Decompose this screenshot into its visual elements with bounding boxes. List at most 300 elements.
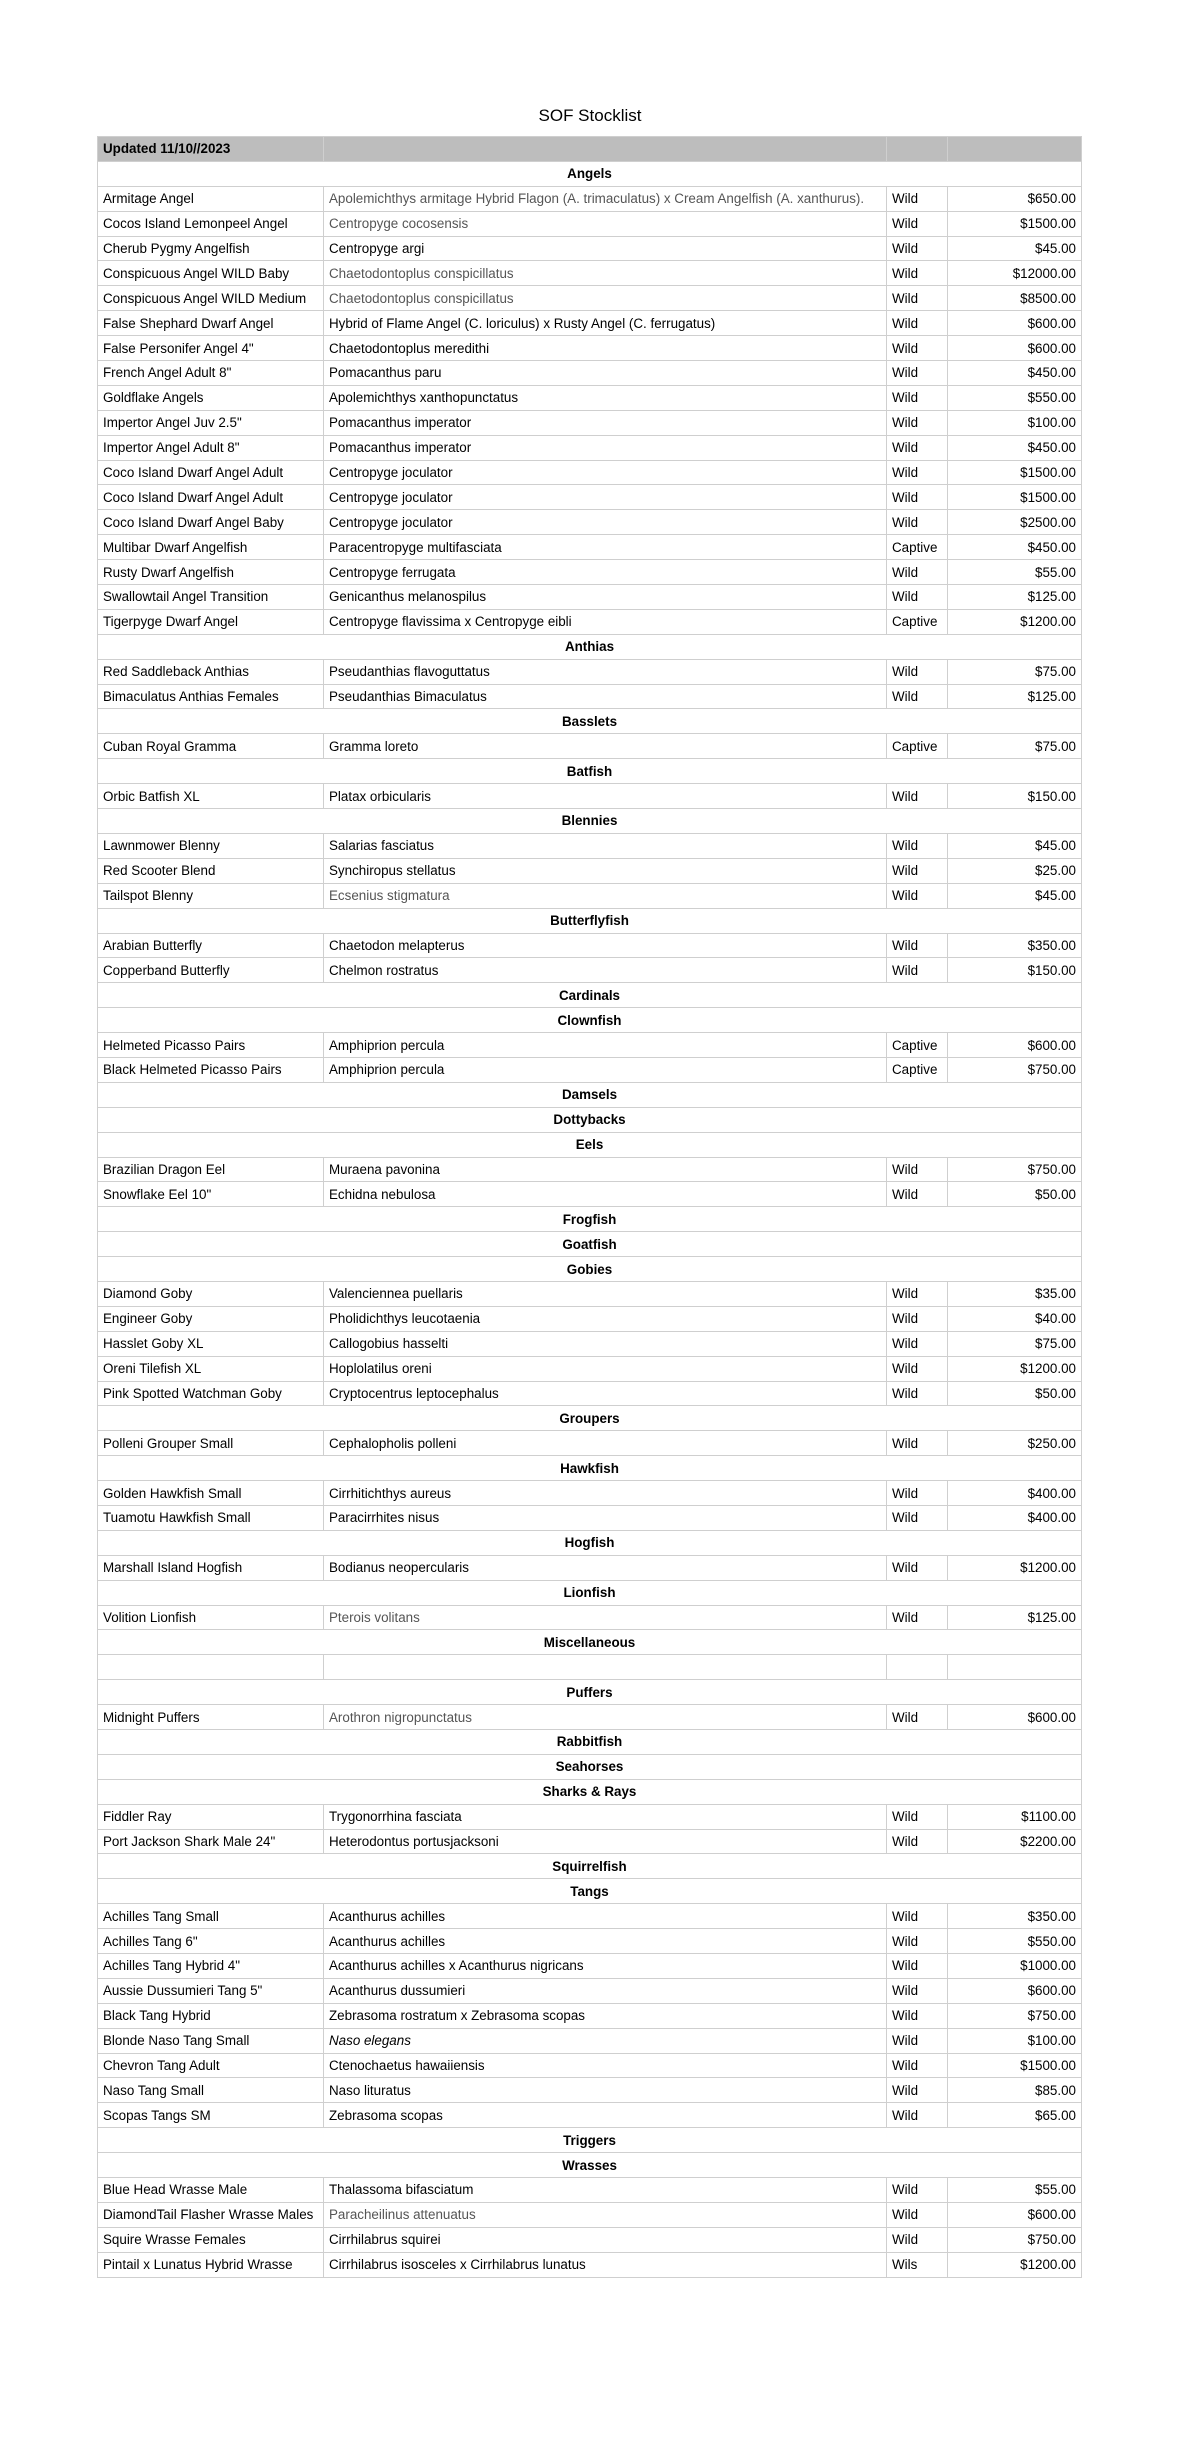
price-cell: $100.00 [948, 2028, 1082, 2053]
source-cell: Wild [887, 286, 948, 311]
section-title: Anthias [98, 634, 1082, 659]
stocklist-table [97, 136, 1082, 2278]
scientific-name-cell: Cryptocentrus leptocephalus [324, 1381, 887, 1406]
scientific-name-cell: Centropyge argi [324, 236, 887, 261]
section-title: Triggers [98, 2128, 1082, 2153]
stock-row [98, 435, 1082, 460]
common-name-cell: Tailspot Blenny [98, 883, 324, 908]
price-cell: $75.00 [948, 734, 1082, 759]
price-cell: $55.00 [948, 2178, 1082, 2203]
section-header-row [98, 1730, 1082, 1755]
header-cell [887, 137, 948, 162]
price-cell: $450.00 [948, 435, 1082, 460]
section-title: Groupers [98, 1406, 1082, 1431]
common-name-cell: Chevron Tang Adult [98, 2053, 324, 2078]
scientific-name-cell: Zebrasoma scopas [324, 2103, 887, 2128]
section-title: Clownfish [98, 1008, 1082, 1033]
price-cell: $1200.00 [948, 609, 1082, 634]
common-name-cell: Engineer Goby [98, 1306, 324, 1331]
stock-row [98, 1804, 1082, 1829]
section-header-row [98, 2128, 1082, 2153]
scientific-name-cell: Trygonorrhina fasciata [324, 1804, 887, 1829]
common-name-cell: Hasslet Goby XL [98, 1331, 324, 1356]
scientific-name-cell: Pomacanthus imperator [324, 435, 887, 460]
scientific-name-cell: Acanthurus achilles [324, 1904, 887, 1929]
scientific-name-cell: Centropyge joculator [324, 510, 887, 535]
stock-row [98, 1929, 1082, 1954]
scientific-name-cell: Platax orbicularis [324, 784, 887, 809]
stock-row [98, 560, 1082, 585]
price-cell: $1100.00 [948, 1804, 1082, 1829]
scientific-name-cell: Valenciennea puellaris [324, 1281, 887, 1306]
price-cell: $150.00 [948, 958, 1082, 983]
common-name-cell: Conspicuous Angel WILD Baby [98, 261, 324, 286]
scientific-name-cell: Paracheilinus attenuatus [324, 2202, 887, 2227]
stock-row [98, 2252, 1082, 2277]
section-title: Cardinals [98, 983, 1082, 1008]
scientific-name-cell: Cirrhitichthys aureus [324, 1481, 887, 1506]
stock-row [98, 2227, 1082, 2252]
source-cell: Captive [887, 1057, 948, 1082]
common-name-cell: Volition Lionfish [98, 1605, 324, 1630]
stock-row [98, 2178, 1082, 2203]
scientific-name-cell: Callogobius hasselti [324, 1331, 887, 1356]
scientific-name-cell: Acanthurus achilles x Acanthurus nigricans [324, 1954, 887, 1979]
stock-row [98, 1829, 1082, 1854]
section-title: Batfish [98, 759, 1082, 784]
section-title: Goatfish [98, 1232, 1082, 1257]
scientific-name-cell: Chaetodon melapterus [324, 933, 887, 958]
stock-row [98, 1033, 1082, 1058]
section-header-row [98, 709, 1082, 734]
common-name-cell: Snowflake Eel 10" [98, 1182, 324, 1207]
section-title: Gobies [98, 1257, 1082, 1282]
common-name-cell: Squire Wrasse Females [98, 2227, 324, 2252]
section-header-row [98, 983, 1082, 1008]
source-cell: Wild [887, 560, 948, 585]
scientific-name-cell: Pomacanthus paru [324, 361, 887, 386]
common-name-cell: False Shephard Dwarf Angel [98, 311, 324, 336]
source-cell: Wild [887, 1978, 948, 2003]
section-title: Dottybacks [98, 1107, 1082, 1132]
stock-row [98, 311, 1082, 336]
common-name-cell: Impertor Angel Juv 2.5" [98, 410, 324, 435]
stock-row [98, 659, 1082, 684]
common-name-cell: French Angel Adult 8" [98, 361, 324, 386]
price-cell: $125.00 [948, 585, 1082, 610]
common-name-cell: Coco Island Dwarf Angel Adult [98, 485, 324, 510]
section-title: Seahorses [98, 1754, 1082, 1779]
stock-row [98, 883, 1082, 908]
common-name-cell: Polleni Grouper Small [98, 1431, 324, 1456]
source-cell: Wild [887, 1431, 948, 1456]
section-title: Miscellaneous [98, 1630, 1082, 1655]
section-header-row [98, 1580, 1082, 1605]
scientific-name-cell: Naso lituratus [324, 2078, 887, 2103]
header-cell [948, 137, 1082, 162]
common-name-cell: Blonde Naso Tang Small [98, 2028, 324, 2053]
stock-row [98, 485, 1082, 510]
stock-row [98, 958, 1082, 983]
section-header-row [98, 1107, 1082, 1132]
stock-row [98, 2078, 1082, 2103]
scientific-name-cell: Genicanthus melanospilus [324, 585, 887, 610]
section-title: Rabbitfish [98, 1730, 1082, 1755]
price-cell: $1200.00 [948, 1356, 1082, 1381]
source-cell: Wild [887, 1605, 948, 1630]
price-cell: $12000.00 [948, 261, 1082, 286]
scientific-name-cell: Chelmon rostratus [324, 958, 887, 983]
scientific-name-cell: Cephalopholis polleni [324, 1431, 887, 1456]
stock-row [98, 1381, 1082, 1406]
section-title: Sharks & Rays [98, 1779, 1082, 1804]
source-cell: Wild [887, 2028, 948, 2053]
source-cell: Wild [887, 2178, 948, 2203]
stock-row [98, 1331, 1082, 1356]
scientific-name-cell: Chaetodontoplus conspicillatus [324, 261, 887, 286]
source-cell: Wild [887, 1804, 948, 1829]
section-title: Damsels [98, 1082, 1082, 1107]
stock-row [98, 1705, 1082, 1730]
section-header-row [98, 1406, 1082, 1431]
price-cell: $1500.00 [948, 211, 1082, 236]
common-name-cell: Cuban Royal Gramma [98, 734, 324, 759]
section-header-row [98, 1779, 1082, 1804]
scientific-name-cell: Ecsenius stigmatura [324, 883, 887, 908]
source-cell: Wild [887, 659, 948, 684]
source-cell: Wild [887, 1929, 948, 1954]
common-name-cell: Bimaculatus Anthias Females [98, 684, 324, 709]
price-cell: $55.00 [948, 560, 1082, 585]
common-name-cell: Scopas Tangs SM [98, 2103, 324, 2128]
price-cell: $350.00 [948, 933, 1082, 958]
source-cell: Wild [887, 1505, 948, 1530]
source-cell: Wild [887, 1829, 948, 1854]
section-header-row [98, 1530, 1082, 1555]
section-title: Hogfish [98, 1530, 1082, 1555]
source-cell: Wild [887, 211, 948, 236]
stock-row [98, 684, 1082, 709]
scientific-name-cell: Cirrhilabrus isosceles x Cirrhilabrus lunatus [324, 2252, 887, 2277]
source-cell: Wild [887, 1481, 948, 1506]
common-name-cell: Goldflake Angels [98, 385, 324, 410]
source-cell: Wild [887, 784, 948, 809]
source-cell: Wild [887, 1904, 948, 1929]
source-cell: Wild [887, 1356, 948, 1381]
price-cell: $75.00 [948, 1331, 1082, 1356]
scientific-name-cell: Pholidichthys leucotaenia [324, 1306, 887, 1331]
stock-row [98, 1978, 1082, 2003]
price-cell: $125.00 [948, 1605, 1082, 1630]
source-cell: Wild [887, 958, 948, 983]
source-cell: Wild [887, 186, 948, 211]
scientific-name-cell: Paracirrhites nisus [324, 1505, 887, 1530]
price-cell: $35.00 [948, 1281, 1082, 1306]
price-cell: $2200.00 [948, 1829, 1082, 1854]
scientific-name-cell: Centropyge ferrugata [324, 560, 887, 585]
scientific-name-cell: Pseudanthias flavoguttatus [324, 659, 887, 684]
source-cell: Wild [887, 485, 948, 510]
source-cell: Wild [887, 933, 948, 958]
section-header-row [98, 2153, 1082, 2178]
stock-row [98, 1655, 1082, 1680]
section-title: Butterflyfish [98, 908, 1082, 933]
section-header-row [98, 908, 1082, 933]
common-name-cell: Cherub Pygmy Angelfish [98, 236, 324, 261]
scientific-name-cell: Amphiprion percula [324, 1057, 887, 1082]
common-name-cell: Achilles Tang 6" [98, 1929, 324, 1954]
source-cell: Wild [887, 236, 948, 261]
common-name-cell: Tuamotu Hawkfish Small [98, 1505, 324, 1530]
price-cell: $750.00 [948, 2003, 1082, 2028]
scientific-name-cell: Paracentropyge multifasciata [324, 535, 887, 560]
price-cell: $85.00 [948, 2078, 1082, 2103]
common-name-cell: Pink Spotted Watchman Goby [98, 1381, 324, 1406]
scientific-name-cell: Synchiropus stellatus [324, 858, 887, 883]
section-title: Blennies [98, 809, 1082, 834]
stock-row [98, 2202, 1082, 2227]
scientific-name-cell: Arothron nigropunctatus [324, 1705, 887, 1730]
stock-row [98, 1954, 1082, 1979]
price-cell: $350.00 [948, 1904, 1082, 1929]
header-row [98, 137, 1082, 162]
source-cell: Wild [887, 1182, 948, 1207]
common-name-cell: Brazilian Dragon Eel [98, 1157, 324, 1182]
price-cell: $750.00 [948, 1057, 1082, 1082]
stock-row [98, 1605, 1082, 1630]
source-cell: Wild [887, 1954, 948, 1979]
source-cell: Wild [887, 1306, 948, 1331]
source-cell: Wild [887, 684, 948, 709]
scientific-name-cell: Naso elegans [324, 2028, 887, 2053]
section-header-row [98, 759, 1082, 784]
price-cell: $600.00 [948, 1705, 1082, 1730]
price-cell: $40.00 [948, 1306, 1082, 1331]
source-cell: Wild [887, 2227, 948, 2252]
stock-row [98, 609, 1082, 634]
section-title: Basslets [98, 709, 1082, 734]
stock-row [98, 460, 1082, 485]
source-cell: Wild [887, 410, 948, 435]
common-name-cell: Armitage Angel [98, 186, 324, 211]
stock-row [98, 261, 1082, 286]
price-cell: $2500.00 [948, 510, 1082, 535]
scientific-name-cell: Apolemichthys armitage Hybrid Flagon (A. trimaculatus) x Cream Angelfish (A. xanthurus). [324, 186, 887, 211]
stock-row [98, 510, 1082, 535]
stock-row [98, 236, 1082, 261]
common-name-cell: Helmeted Picasso Pairs [98, 1033, 324, 1058]
common-name-cell: False Personifer Angel 4" [98, 336, 324, 361]
scientific-name-cell: Amphiprion percula [324, 1033, 887, 1058]
price-cell: $400.00 [948, 1481, 1082, 1506]
stock-row [98, 585, 1082, 610]
stock-row [98, 1505, 1082, 1530]
price-cell: $600.00 [948, 1978, 1082, 2003]
scientific-name-cell: Chaetodontoplus meredithi [324, 336, 887, 361]
source-cell: Wild [887, 385, 948, 410]
section-title: Wrasses [98, 2153, 1082, 2178]
stock-row [98, 784, 1082, 809]
section-header-row [98, 1082, 1082, 1107]
stock-row [98, 1157, 1082, 1182]
section-header-row [98, 1879, 1082, 1904]
common-name-cell: Black Helmeted Picasso Pairs [98, 1057, 324, 1082]
source-cell: Wild [887, 585, 948, 610]
common-name-cell: DiamondTail Flasher Wrasse Males [98, 2202, 324, 2227]
source-cell: Wild [887, 336, 948, 361]
source-cell: Wild [887, 2078, 948, 2103]
stock-row [98, 1904, 1082, 1929]
scientific-name-cell: Ctenochaetus hawaiiensis [324, 2053, 887, 2078]
section-header-row [98, 1630, 1082, 1655]
source-cell: Wild [887, 261, 948, 286]
stock-row [98, 1431, 1082, 1456]
scientific-name-cell: Pomacanthus imperator [324, 410, 887, 435]
section-header-row [98, 1754, 1082, 1779]
scientific-name-cell: Salarias fasciatus [324, 833, 887, 858]
common-name-cell: Naso Tang Small [98, 2078, 324, 2103]
price-cell: $65.00 [948, 2103, 1082, 2128]
common-name-cell: Midnight Puffers [98, 1705, 324, 1730]
price-cell: $1200.00 [948, 1555, 1082, 1580]
source-cell: Wild [887, 1381, 948, 1406]
price-cell: $1500.00 [948, 460, 1082, 485]
source-cell: Wild [887, 1157, 948, 1182]
scientific-name-cell: Centropyge cocosensis [324, 211, 887, 236]
scientific-name-cell: Cirrhilabrus squirei [324, 2227, 887, 2252]
stock-row [98, 1306, 1082, 1331]
source-cell: Wild [887, 2003, 948, 2028]
common-name-cell: Conspicuous Angel WILD Medium [98, 286, 324, 311]
stock-row [98, 1057, 1082, 1082]
common-name-cell: Coco Island Dwarf Angel Adult [98, 460, 324, 485]
common-name-cell: Orbic Batfish XL [98, 784, 324, 809]
section-title: Puffers [98, 1680, 1082, 1705]
price-cell: $600.00 [948, 1033, 1082, 1058]
source-cell: Wils [887, 2252, 948, 2277]
price-cell: $250.00 [948, 1431, 1082, 1456]
stock-row [98, 2053, 1082, 2078]
section-header-row [98, 161, 1082, 186]
source-cell: Wild [887, 1281, 948, 1306]
common-name-cell: Copperband Butterfly [98, 958, 324, 983]
stock-row [98, 336, 1082, 361]
source-cell: Wild [887, 311, 948, 336]
price-cell: $1200.00 [948, 2252, 1082, 2277]
scientific-name-cell: Pterois volitans [324, 1605, 887, 1630]
common-name-cell: Golden Hawkfish Small [98, 1481, 324, 1506]
section-title: Eels [98, 1132, 1082, 1157]
source-cell: Wild [887, 2053, 948, 2078]
price-cell: $550.00 [948, 385, 1082, 410]
price-cell: $125.00 [948, 684, 1082, 709]
price-cell: $25.00 [948, 858, 1082, 883]
price-cell: $50.00 [948, 1182, 1082, 1207]
price-cell: $600.00 [948, 336, 1082, 361]
scientific-name-cell: Hybrid of Flame Angel (C. loriculus) x Rusty Angel (C. ferrugatus) [324, 311, 887, 336]
stocklist-body [98, 137, 1082, 2278]
stock-row [98, 410, 1082, 435]
common-name-cell: Fiddler Ray [98, 1804, 324, 1829]
source-cell: Wild [887, 460, 948, 485]
stock-row [98, 1555, 1082, 1580]
common-name-cell: Multibar Dwarf Angelfish [98, 535, 324, 560]
section-header-row [98, 809, 1082, 834]
price-cell: $550.00 [948, 1929, 1082, 1954]
source-cell [887, 1655, 948, 1680]
stock-row [98, 186, 1082, 211]
source-cell: Wild [887, 361, 948, 386]
updated-label: Updated 11/10//2023 [98, 137, 324, 162]
scientific-name-cell: Zebrasoma rostratum x Zebrasoma scopas [324, 2003, 887, 2028]
common-name-cell: Marshall Island Hogfish [98, 1555, 324, 1580]
scientific-name-cell: Acanthurus dussumieri [324, 1978, 887, 2003]
common-name-cell: Arabian Butterfly [98, 933, 324, 958]
page-title: SOF Stocklist [538, 106, 642, 125]
price-cell: $1000.00 [948, 1954, 1082, 1979]
price-cell: $450.00 [948, 361, 1082, 386]
section-title: Frogfish [98, 1207, 1082, 1232]
section-header-row [98, 1207, 1082, 1232]
section-header-row [98, 1132, 1082, 1157]
common-name-cell: Diamond Goby [98, 1281, 324, 1306]
common-name-cell: Blue Head Wrasse Male [98, 2178, 324, 2203]
scientific-name-cell: Gramma loreto [324, 734, 887, 759]
section-header-row [98, 1456, 1082, 1481]
price-cell: $600.00 [948, 2202, 1082, 2227]
section-header-row [98, 1257, 1082, 1282]
common-name-cell: Swallowtail Angel Transition [98, 585, 324, 610]
scientific-name-cell: Heterodontus portusjacksoni [324, 1829, 887, 1854]
stock-row [98, 535, 1082, 560]
scientific-name-cell: Acanthurus achilles [324, 1929, 887, 1954]
section-title: Lionfish [98, 1580, 1082, 1605]
scientific-name-cell: Centropyge joculator [324, 460, 887, 485]
price-cell: $45.00 [948, 883, 1082, 908]
scientific-name-cell: Muraena pavonina [324, 1157, 887, 1182]
section-header-row [98, 1680, 1082, 1705]
stock-row [98, 858, 1082, 883]
price-cell: $50.00 [948, 1381, 1082, 1406]
stock-row [98, 933, 1082, 958]
stock-row [98, 1356, 1082, 1381]
common-name-cell: Red Scooter Blend [98, 858, 324, 883]
common-name-cell: Black Tang Hybrid [98, 2003, 324, 2028]
source-cell: Captive [887, 1033, 948, 1058]
stock-row [98, 2103, 1082, 2128]
price-cell: $600.00 [948, 311, 1082, 336]
stock-row [98, 2003, 1082, 2028]
stock-row [98, 2028, 1082, 2053]
section-header-row [98, 634, 1082, 659]
scientific-name-cell: Centropyge joculator [324, 485, 887, 510]
common-name-cell: Tigerpyge Dwarf Angel [98, 609, 324, 634]
price-cell [948, 1655, 1082, 1680]
stock-row [98, 833, 1082, 858]
price-cell: $75.00 [948, 659, 1082, 684]
section-title: Tangs [98, 1879, 1082, 1904]
source-cell: Wild [887, 1555, 948, 1580]
price-cell: $1500.00 [948, 2053, 1082, 2078]
price-cell: $650.00 [948, 186, 1082, 211]
stock-row [98, 1481, 1082, 1506]
source-cell: Wild [887, 1705, 948, 1730]
header-cell [324, 137, 887, 162]
common-name-cell: Achilles Tang Small [98, 1904, 324, 1929]
source-cell: Wild [887, 2103, 948, 2128]
source-cell: Wild [887, 510, 948, 535]
source-cell: Wild [887, 1331, 948, 1356]
